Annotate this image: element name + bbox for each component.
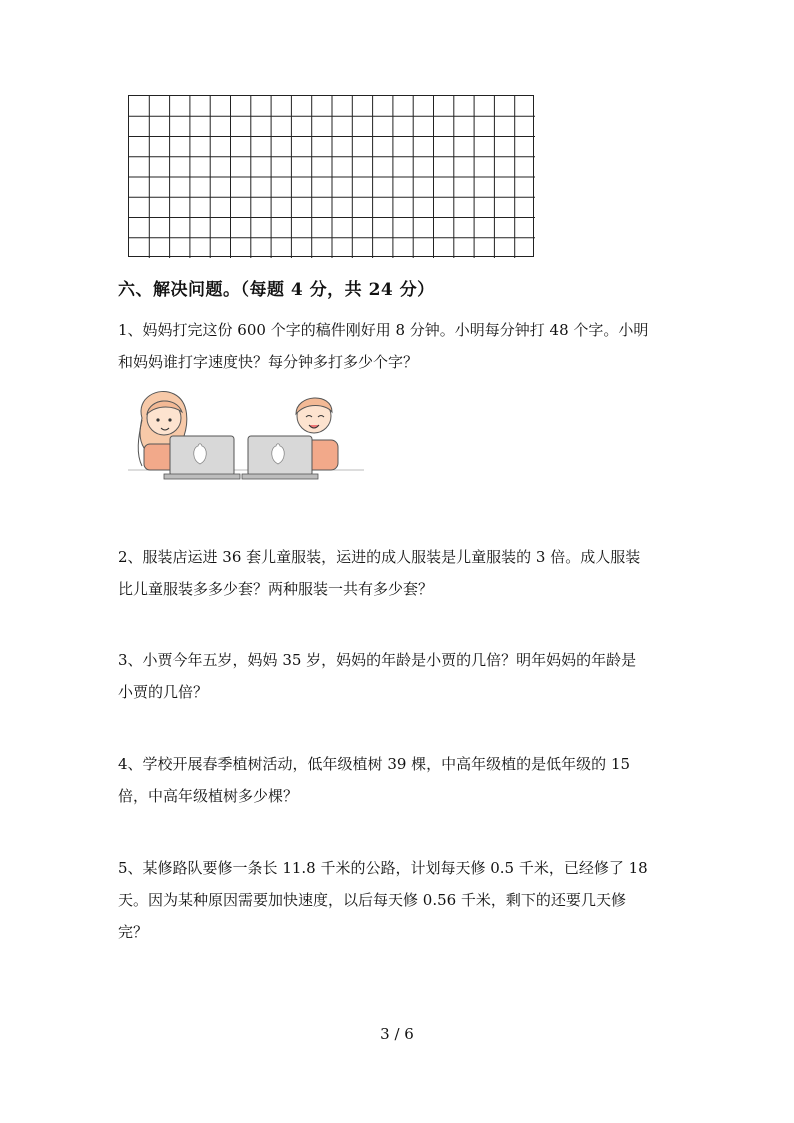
question-4 <box>118 748 674 812</box>
question-3-line-2: 小贾的几倍？ <box>118 683 209 701</box>
question-2-line-1: 2、服装店运进 36 套儿童服装，运进的成人服装是儿童服装的 3 倍。成人服装 <box>118 548 641 566</box>
question-1-line-2: 和妈妈谁打字速度快？每分钟多打多少个字？ <box>118 353 419 371</box>
question-3-line-1: 3、小贾今年五岁，妈妈 35 岁，妈妈的年龄是小贾的几倍？明年妈妈的年龄是 <box>118 651 637 669</box>
question-1 <box>118 314 674 378</box>
question-5-line-3: 完？ <box>118 923 149 941</box>
question-2 <box>118 541 674 605</box>
laptop-left <box>164 436 240 479</box>
laptop-right <box>242 436 318 479</box>
question-5-line-2: 天。因为某种原因需要加快速度，以后每天修 0.56 千米，剩下的还要几天修 <box>118 891 626 909</box>
question-5-line-1: 5、某修路队要修一条长 11.8 千米的公路，计划每天修 0.5 千米，已经修了 18 <box>118 859 648 877</box>
writing-grid-lines <box>129 96 535 258</box>
question-5 <box>118 852 674 948</box>
children-typing-illustration <box>128 388 364 488</box>
section-title: 六、解决问题。（每题 4 分，共 24 分） <box>118 280 435 300</box>
question-3 <box>118 644 674 708</box>
page-number: 3 / 6 <box>380 1025 414 1043</box>
question-1-line-1: 1、妈妈打完这份 600 个字的稿件刚好用 8 分钟。小明每分钟打 48 个字。小明 <box>118 321 649 339</box>
question-4-line-1: 4、学校开展春季植树活动，低年级植树 39 棵，中高年级植的是低年级的 15 <box>118 755 631 773</box>
question-2-line-2: 比儿童服装多多少套？两种服装一共有多少套？ <box>118 580 434 598</box>
question-4-line-2: 倍，中高年级植树多少棵？ <box>118 787 299 805</box>
writing-grid <box>128 95 534 257</box>
